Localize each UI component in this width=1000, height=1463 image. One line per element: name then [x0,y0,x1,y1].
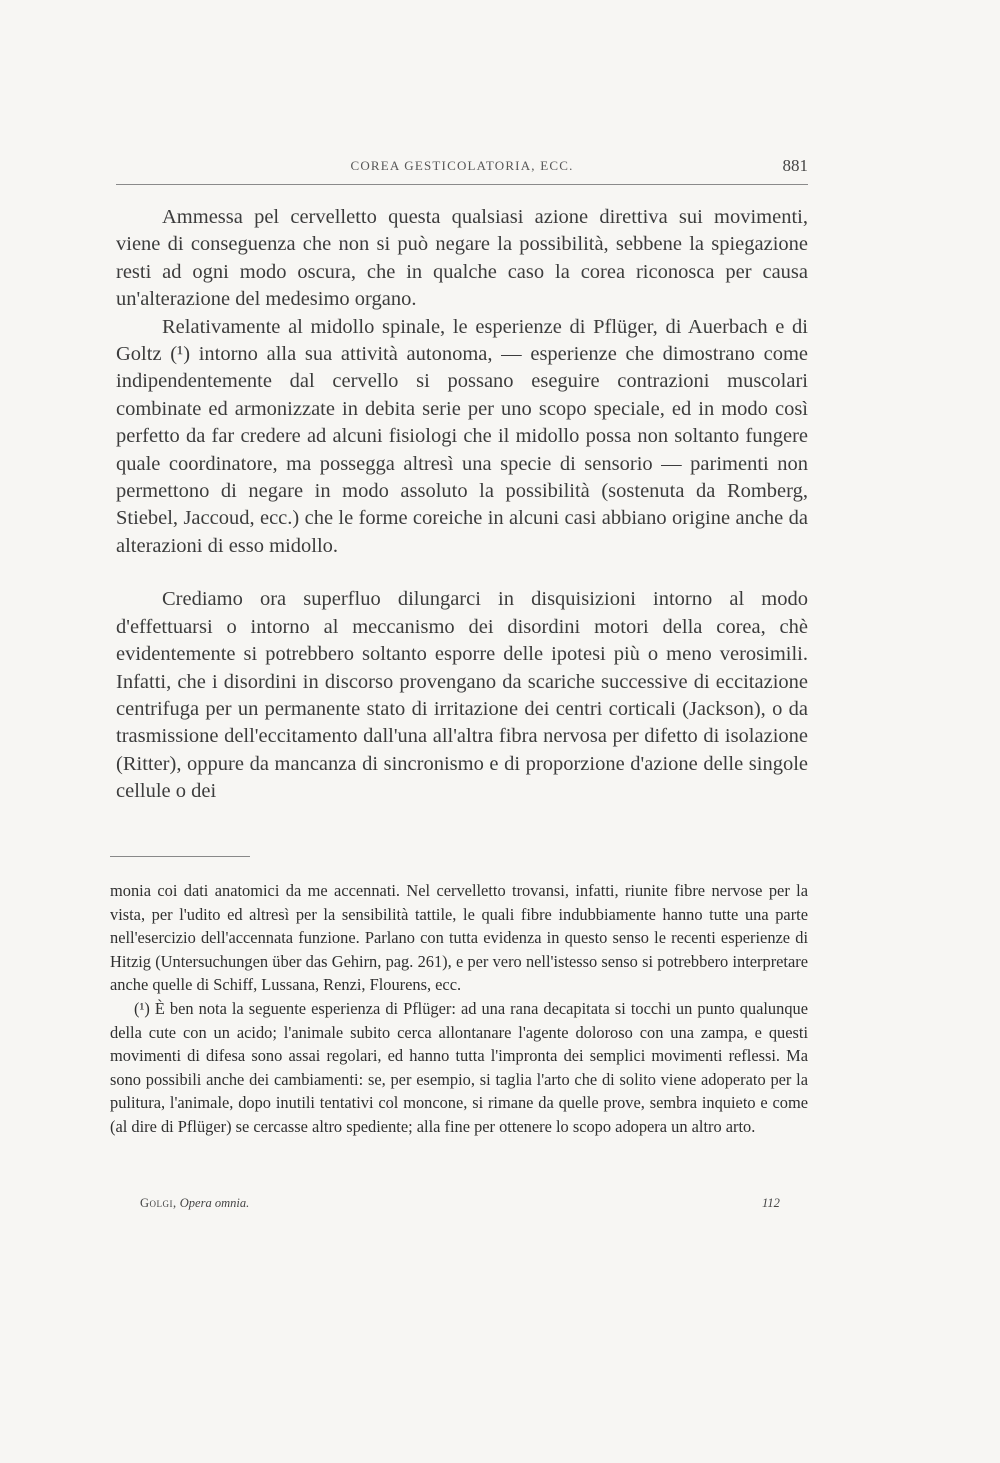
signature-line [140,1196,249,1211]
running-header [116,158,808,180]
signature-work: Opera omnia. [179,1196,250,1210]
signature-author: Golgi, [140,1196,177,1210]
footnote-rule [110,856,250,857]
running-title: COREA GESTICOLATORIA, ECC. [350,158,574,173]
signature-number: 112 [762,1196,780,1210]
header-rule [116,184,808,185]
footnotes [110,879,808,1139]
footnote-1: (¹) È ben nota la seguente esperienza di Pflüger: ad una rana decapitata si tocchi un punto qualunque della cute con un acido; l'animale subito cerca allontanare l'agente doloroso con una zampa, e questi movimenti di difesa sono assai regolari, ed hanno tutta l'impronta dei semplici movimenti reflessi. Ma sono possibili anche dei cambiamenti: se, per esempio, si taglia l'arto che di solito viene adoperato per la pulitura, l'animale, dopo inutili tentativi col moncone, si rimane da quelle prove, sembra inquieto e come (al dire di Pflüger) se cercasse altro spediente; alla fine per ottenere lo scopo adopera un altro arto. [110,998,808,1136]
body-paragraph: Ammessa pel cervelletto questa qualsiasi azione direttiva sui movimenti, viene di conseguenza che non si può negare la possibilità, sebbene la spiegazione resti ad ogni modo oscura, che in qualche caso la corea riconosca per causa un'alterazione del medesimo organo. [116,206,808,311]
page-number: 881 [782,156,808,175]
main-text [116,204,808,806]
footnote-continuation: monia coi dati anatomici da me accennati. Nel cervelletto trovansi, infatti, riunite fibre nervose per la vista, per l'udito ed altresì per la sensibilità tattile, le quali fibre indubbiamente hanno tutte una parte nell'esercizio dell'accennata funzione. Parlano con tutta evidenza in questo senso le recenti esperienze di Hitzig (Untersuchungen über das Gehirn, pag. 261), e per vero nell'istesso senso si potrebbero interpretare anche quelle di Schiff, Lussana, Renzi, Flourens, ecc. [110,881,808,995]
body-paragraph: Relativamente al midollo spinale, le esperienze di Pflüger, di Auerbach e di Goltz (¹) intorno alla sua attività autonoma, — esperienze che dimostrano come indipendentemente dal cervello si possano eseguire contrazioni muscolari combinate ed armonizzate in debita serie per uno scopo speciale, ed in modo così perfetto da far credere ad alcuni fisiologi che il midollo possa non soltanto fungere quale coordinatore, ma possegga altresì una specie di sensorio — parimenti non permettono di negare in modo assoluto la possibilità (sostenuta da Romberg, Stiebel, Jaccoud, ecc.) che le forme coreiche in alcuni casi abbiano origine anche da alterazioni di esso midollo. [116,315,808,557]
body-paragraph: Crediamo ora superfluo dilungarci in disquisizioni intorno al modo d'effettuarsi o intorno al meccanismo dei disordini motori della corea, chè evidentemente si potrebbero soltanto esporre delle ipotesi più o meno verosimili. Infatti, che i disordini in discorso provengano da scariche successive di eccitazione centrifuga per un permanente stato di irritazione dei centri corticali (Jackson), o da trasmissione dell'eccitamento dall'una all'altra fibra nervosa per difetto di isolazione (Ritter), oppure da mancanza di sincronismo e di proporzione d'azione delle singole cellule o dei [116,588,808,803]
